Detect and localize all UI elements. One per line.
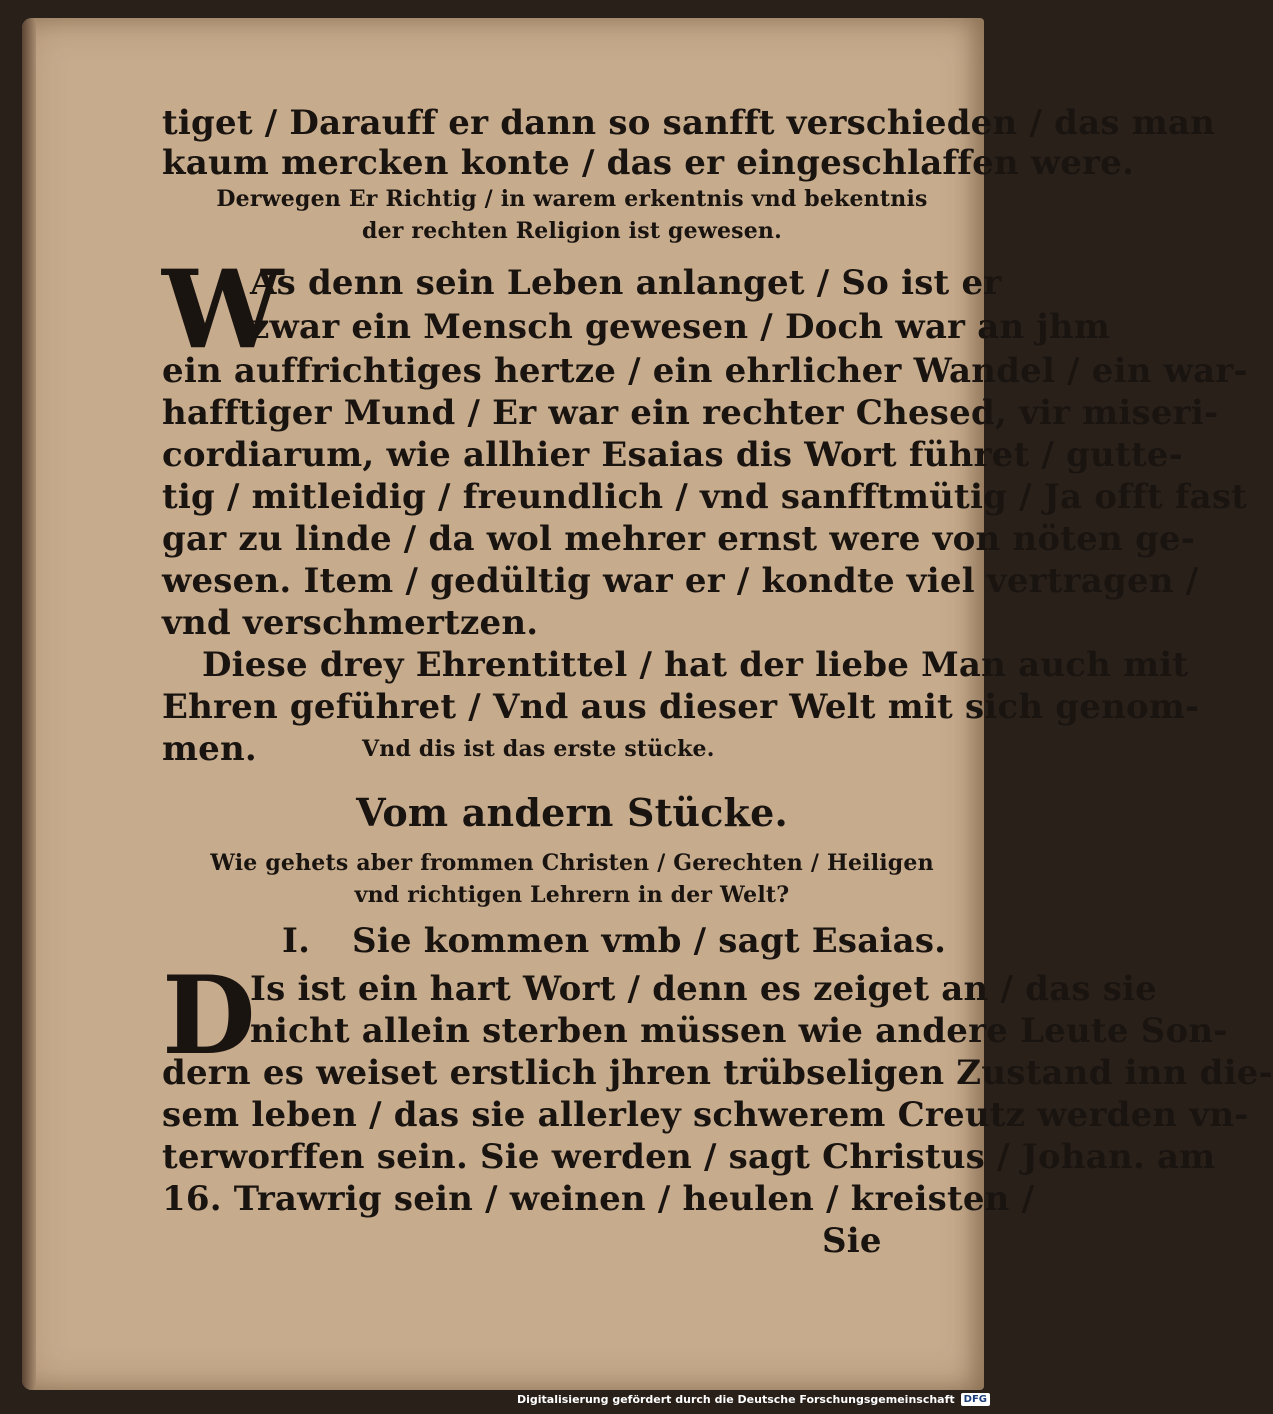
page-edge <box>22 18 36 1390</box>
text-line: cordiarum, wie allhier Esaias dis Wort führet / gutte- <box>162 435 1183 475</box>
text-line: terworffen sein. Sie werden / sagt Christus / Johan. am <box>162 1137 1216 1177</box>
text-line: men. <box>162 729 257 769</box>
text-line: kaum mercken konte / das er eingeschlaffen were. <box>162 143 1135 183</box>
subheading-line: vnd richtigen Lehrern in der Welt? <box>354 882 790 908</box>
text-line: Derwegen Er Richtig / in warem erkentnis vnd bekentnis <box>216 186 928 212</box>
item-text: Sie kommen vmb / sagt Esaias. <box>352 921 947 961</box>
text-line: wesen. Item / gedültig war er / kondte viel vertragen / <box>162 561 1199 601</box>
text-line: vnd verschmertzen. <box>162 603 539 643</box>
text-line: gar zu linde / da wol mehrer ernst were von nöten ge- <box>162 519 1196 559</box>
text-line: As denn sein Leben anlanget / So ist er <box>250 263 1002 303</box>
text-line: 16. Trawrig sein / weinen / heulen / kreisten / <box>162 1179 1035 1219</box>
drop-initial: W <box>162 247 284 373</box>
text-line: hafftiger Mund / Er war ein rechter Chesed, vir miseri- <box>162 393 1219 433</box>
footer-credit <box>517 1390 990 1408</box>
section-heading: Vom andern Stücke. <box>356 790 788 835</box>
text-line: nicht allein sterben müssen wie andere Leute Son- <box>250 1011 1228 1051</box>
drop-initial: D <box>162 953 256 1079</box>
text-line: Vnd dis ist das erste stücke. <box>362 736 715 762</box>
text-line: Is ist ein hart Wort / denn es zeiget an / das sie <box>250 969 1157 1009</box>
text-line: tig / mitleidig / freundlich / vnd sanfftmütig / Ja offt fast <box>162 477 1248 517</box>
footer-text: Digitalisierung gefördert durch die Deutsche Forschungsgemeinschaft <box>516 1392 955 1406</box>
text-line: Ehren geführet / Vnd aus dieser Welt mit sich genom- <box>162 687 1200 727</box>
book-page <box>22 18 1273 1390</box>
text-line: der rechten Religion ist gewesen. <box>361 218 782 244</box>
text-line: Diese drey Ehrentittel / hat der liebe Man auch mit <box>202 645 1189 685</box>
item-number: I. <box>282 921 311 961</box>
text-line: ein auffrichtiges hertze / ein ehrlicher Wandel / ein war- <box>162 351 1248 391</box>
text-line: zwar ein Mensch gewesen / Doch war an jhm <box>250 307 1110 347</box>
text-line: dern es weiset erstlich jhren trübseligen Zustand inn die- <box>162 1053 1273 1093</box>
catchword: Sie <box>822 1221 882 1261</box>
text-line: tiget / Darauff er dann so sanfft verschieden / das man <box>162 103 1216 143</box>
text-line: sem leben / das sie allerley schwerem Creutz werden vn- <box>162 1095 1249 1135</box>
dfg-logo: DFG <box>961 1393 990 1406</box>
subheading-line: Wie gehets aber frommen Christen / Gerechten / Heiligen <box>210 850 934 876</box>
